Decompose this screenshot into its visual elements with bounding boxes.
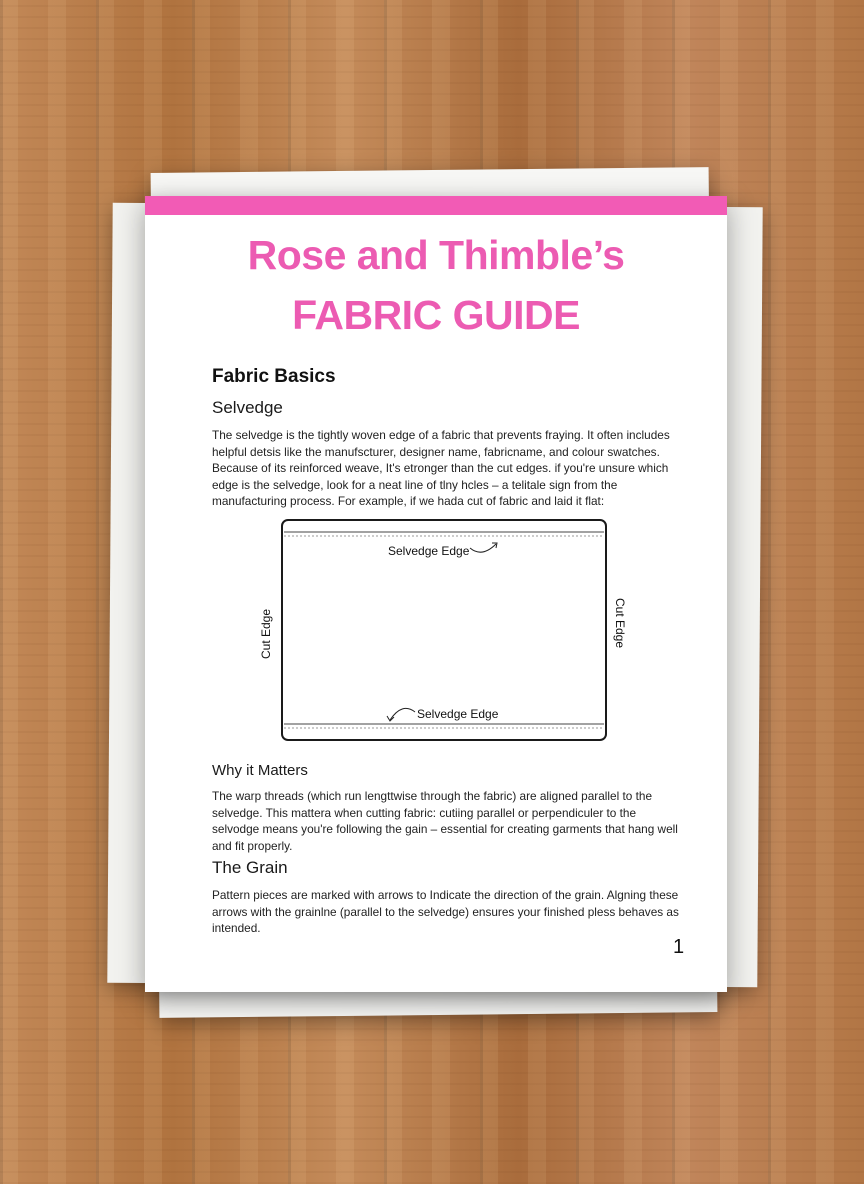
why-it-matters-paragraph: The warp threads (which run lengttwise through the fabric) are aligned parallel to the selvedge. This mattera when cutting fabric: cutiing parallel or perpendiculer to the selvodge means you're following the gain – essential for creating garments that hang well and fit properly. bbox=[212, 789, 678, 853]
header-accent-bar bbox=[145, 196, 727, 215]
bottom-selvedge-label: Selvedge Edge bbox=[417, 707, 499, 721]
subheading-the-grain: The Grain bbox=[212, 858, 288, 877]
subheading-why-it-matters: Why it Matters bbox=[212, 762, 308, 779]
right-cut-edge-label: Cut Edge bbox=[613, 598, 627, 649]
document-page bbox=[145, 196, 727, 992]
document-title-line-1: Rose and Thimble’s bbox=[247, 232, 625, 278]
fabric-diagram bbox=[250, 514, 627, 750]
the-grain-paragraph: Pattern pieces are marked with arrows to Indicate the direction of the grain. Algning these arrows with the grainlne (parallel to the selvedge) ensures your finished pless behaves as intended. bbox=[212, 888, 679, 935]
top-selvedge-label: Selvedge Edge bbox=[388, 544, 470, 558]
subheading-selvedge: Selvedge bbox=[212, 398, 283, 417]
selvedge-paragraph: The selvedge is the tightly woven edge of a fabric that prevents fraying. It often includes helpful detsis like the manufscturer, designer name, fabricname, and colour swatches. Because of its reinforced weave, It's etronger than the cut edges. if you're unsure which edge is the selvedge, look for a neat line of tlny hcles – a telitale sign from the manufacturing process. For example, if we hada cut of fabric and laid it flat: bbox=[212, 428, 670, 508]
left-cut-edge-label: Cut Edge bbox=[259, 608, 273, 659]
page-number: 1 bbox=[673, 936, 685, 958]
document-title-line-2: FABRIC GUIDE bbox=[292, 292, 580, 338]
section-heading-fabric-basics: Fabric Basics bbox=[212, 366, 336, 387]
